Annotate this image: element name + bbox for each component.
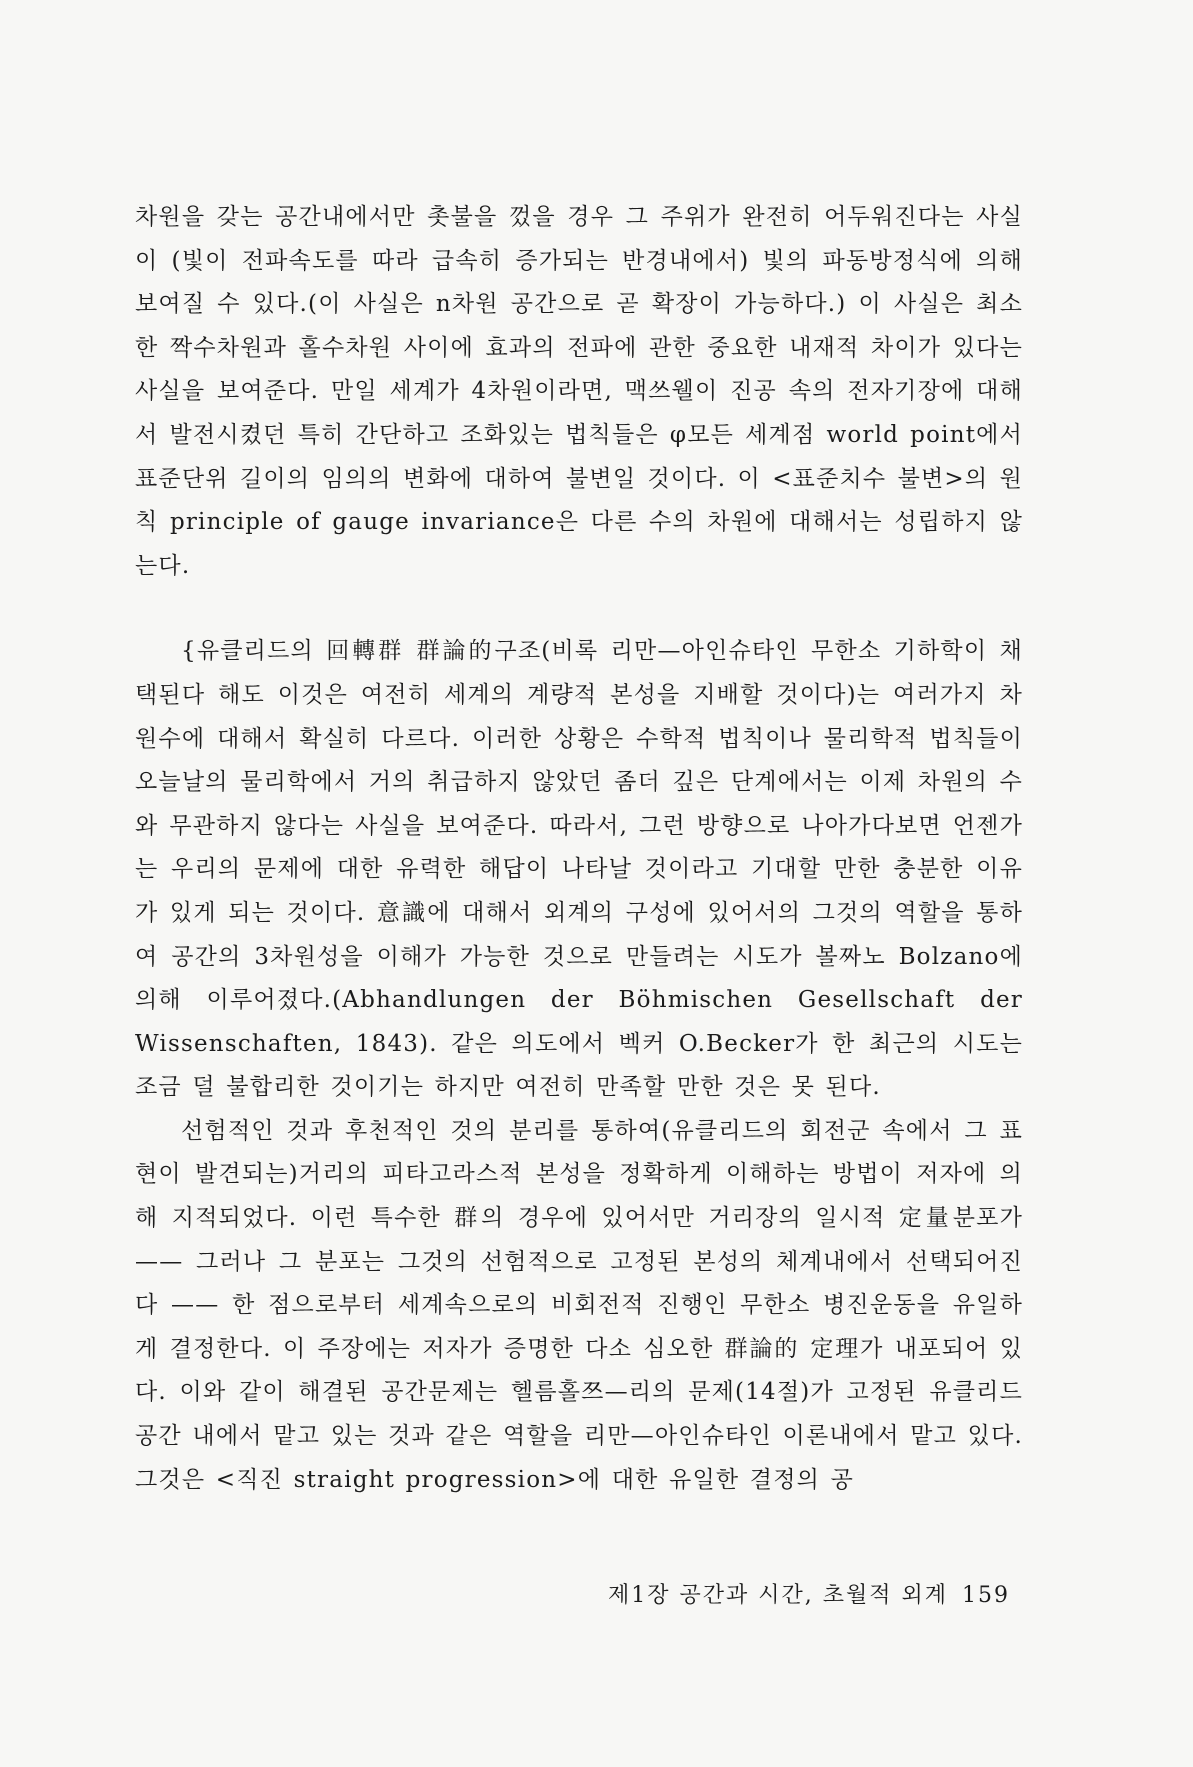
paragraph-3: 선험적인 것과 후천적인 것의 분리를 통하여(유클리드의 회전군 속에서 그 표현이 발견되는)거리의 피타고라스적 본성을 정확하게 이해하는 방법이 저자에 의해 지적되었다. 이런 특수한 群의 경우에 있어서만 거리장의 일시적 定量분포가 —— 그러나 그 분포는 그것의 선험적으로 고정된 본성의 체계내에서 선택되어진다 —— 한 점으로부터 세계속으로의 비회전적 진행인 무한소 병진운동을 유일하게 결정한다. 이 주장에는 저자가 증명한 다소 심오한 群論的 定理가 내포되어 있다. 이와 같이 해결된 공간문제는 헬름홀쯔—리의 문제(14절)가 고정된 유클리드 공간 내에서 맡고 있는 것과 같은 역할을 리만—아인슈타인 이론내에서 맡고 있다. 그것은 <직진 straight progression>에 대한 유일한 결정의 공 xyxy=(135,1117,1023,1493)
paragraph-1: 차원을 갖는 공간내에서만 촛불을 껐을 경우 그 주위가 완전히 어두워진다는 사실이 (빛이 전파속도를 따라 급속히 증가되는 반경내에서) 빛의 파동방정식에 의해 보여질 수 있다.(이 사실은 n차원 공간으로 곧 확장이 가능하다.) 이 사실은 최소한 짝수차원과 홀수차원 사이에 효과의 전파에 관한 중요한 내재적 차이가 있다는 사실을 보여준다. 만일 세계가 4차원이라면, 맥쓰웰이 진공 속의 전자기장에 대해서 발전시켰던 특히 간단하고 조화있는 법칙들은 φ모든 세계점 world point에서 표준단위 길이의 임의의 변화에 대하여 불변일 것이다. 이 <표준치수 불변>의 원칙 principle of gauge invariance은 다른 수의 차원에 대해서는 성립하지 않는다. xyxy=(135,204,1023,579)
body-text xyxy=(135,196,1023,1502)
running-title: 제1장 공간과 시간, 초월적 외계 xyxy=(608,1583,948,1608)
page-number: 159 xyxy=(962,1583,1010,1608)
paragraph-2: {유클리드의 回轉群 群論的구조(비록 리만—아인슈타인 무한소 기하학이 채택된다 해도 이것은 여전히 세계의 계량적 본성을 지배할 것이다)는 여러가지 차원수에 대해서 확실히 다르다. 이러한 상황은 수학적 법칙이나 물리학적 법칙들이 오늘날의 물리학에서 거의 취급하지 않았던 좀더 깊은 단계에서는 이제 차원의 수와 무관하지 않다는 사실을 보여준다. 따라서, 그런 방향으로 나아가다보면 언젠가는 우리의 문제에 대한 유력한 해답이 나타날 것이라고 기대할 만한 충분한 이유가 있게 되는 것이다. 意識에 대해서 외계의 구성에 있어서의 그것의 역할을 통하여 공간의 3차원성을 이해가 가능한 것으로 만들려는 시도가 볼짜노 Bolzano에 의해 이루어졌다.(Abhandlungen der Böhmischen Gesellschaft der Wissenschaften, 1843). 같은 의도에서 벡커 O.Becker가 한 최근의 시도는 조금 덜 불합리한 것이기는 하지만 여전히 만족할 만한 것은 못 된다. xyxy=(135,638,1023,1101)
page-footer xyxy=(540,1578,1010,1609)
